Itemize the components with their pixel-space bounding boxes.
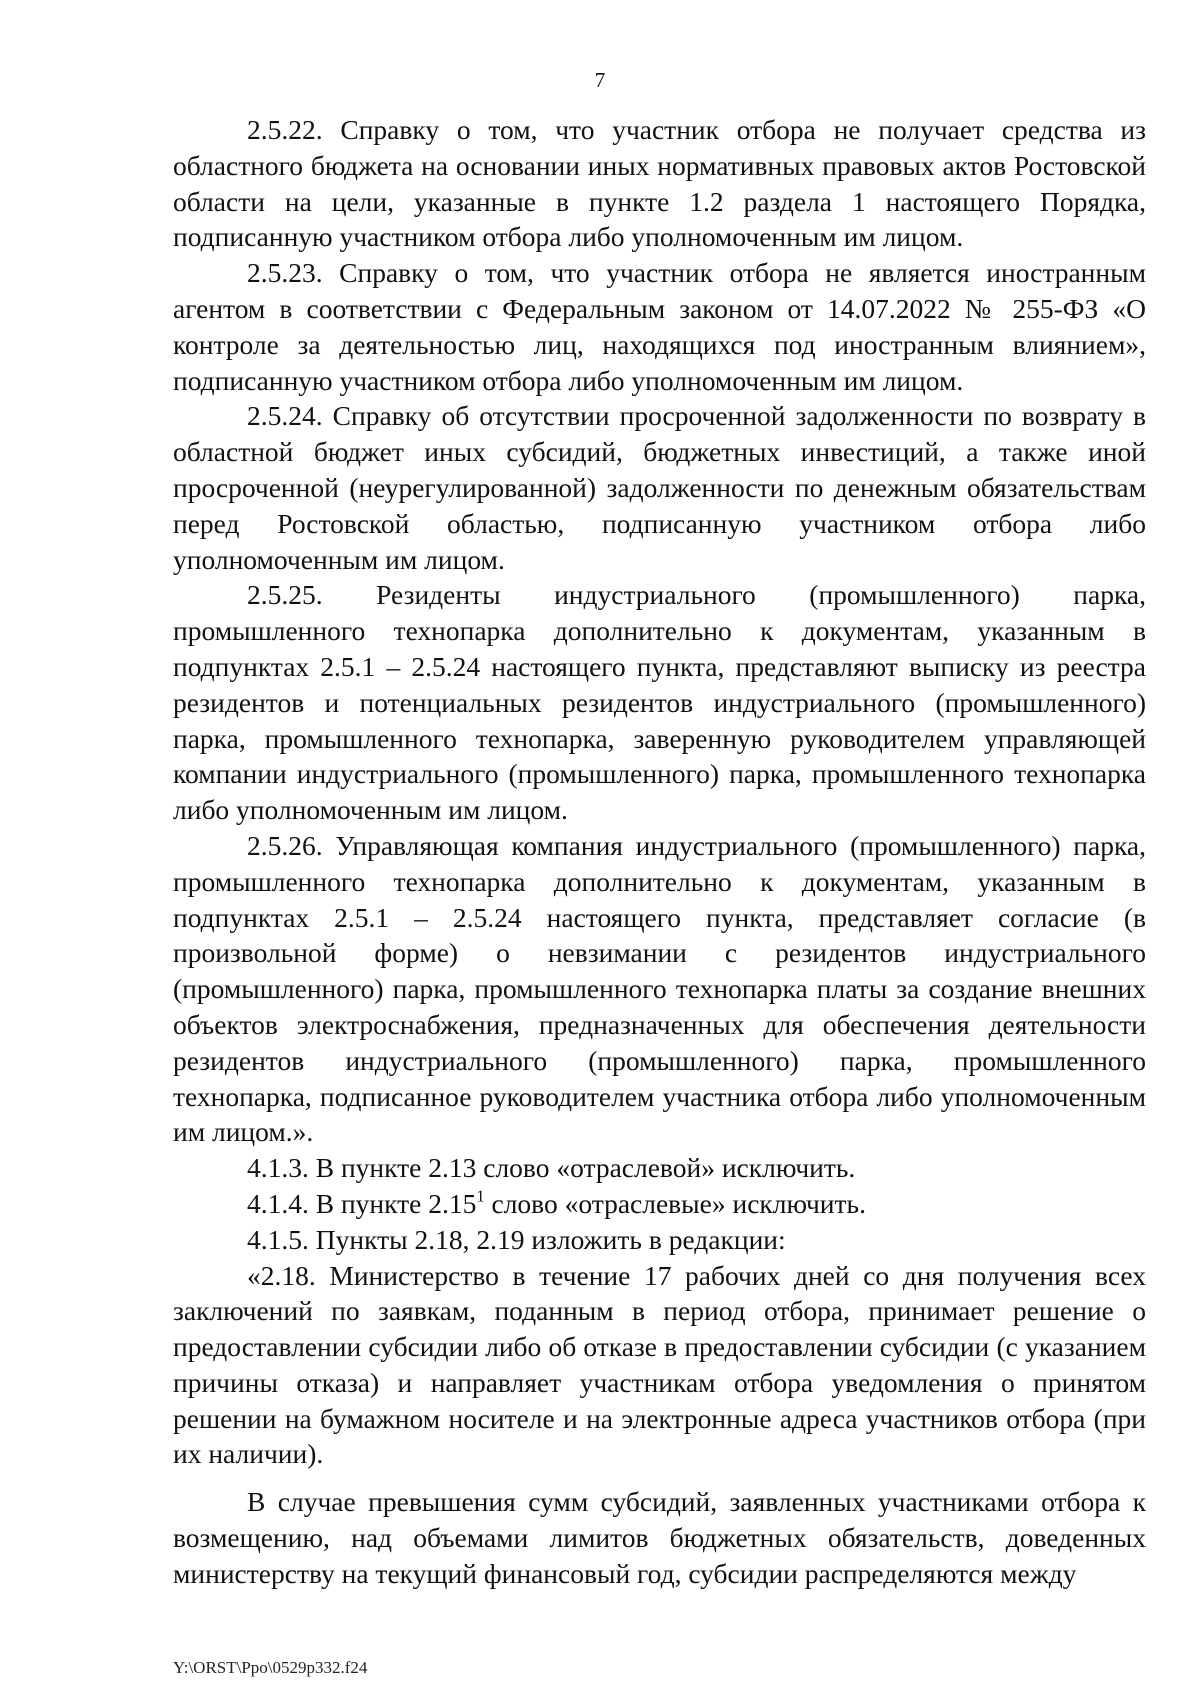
paragraph-4-1-4 [173,1186,1146,1222]
paragraph-2-18: «2.18. Министерство в течение 17 рабочих дней со дня получения всех заключений по заявкам, поданным в период отбора, принимает решение о предоставлении субсидии либо об отказе в предоставлении субсидии (с указанием причины отказа) и направляет участникам отбора уведомления о принятом решении на бумажном носителе и на электронные адреса участников отбора (при их наличии). [173,1259,1146,1470]
paragraph-4-1-4-start: 4.1.4. В пункте 2.15 [247,1187,477,1219]
paragraph-2-5-25: 2.5.25. Резиденты индустриального (промышленного) парка, промышленного технопарка дополнительно к документам, указанным в подпунктах 2.5.1 – 2.5.24 настоящего пункта, представляют выписку из реестра резидентов и потенциальных резидентов индустриального (промышленного) парка, промышленного технопарка, заверенную руководителем управляющей компании индустриального (промышленного) парка, промышленного технопарка либо уполномоченным им лицом. [173,579,1146,826]
document-body [173,112,1146,1592]
paragraph-subsidy-excess: В случае превышения сумм субсидий, заявленных участниками отбора к возмещению, над объемами лимитов бюджетных обязательств, доведенных министерству на текущий финансовый год, субсидии распределяются между [173,1486,1146,1589]
paragraph-2-5-22: 2.5.22. Справку о том, что участник отбора не получает средства из областного бюджета на основании иных нормативных правовых актов Ростовской области на цели, указанные в пункте 1.2 раздела 1 настоящего Порядка, подписанную участником отбора либо уполномоченным им лицом. [173,114,1146,253]
superscript-marker: 1 [476,1186,485,1206]
paragraph-2-5-24: 2.5.24. Справку об отсутствии просроченной задолженности по возврату в областной бюджет иных субсидий, бюджетных инвестиций, а также иной просроченной (неурегулированной) задолженности по денежным обязательствам перед Ростовской областью, подписанную участником отбора либо уполномоченным им лицом. [173,400,1146,575]
paragraph-2-5-26: 2.5.26. Управляющая компания индустриального (промышленного) парка, промышленного технопарка дополнительно к документам, указанным в подпунктах 2.5.1 – 2.5.24 настоящего пункта, представляет согласие (в произвольной форме) о невзимании с резидентов индустриального (промышленного) парка, промышленного технопарка платы за создание внешних объектов электроснабжения, предназначенных для обеспечения деятельности резидентов индустриального (промышленного) парка, промышленного технопарка, подписанное руководителем участника отбора либо уполномоченным им лицом.». [173,829,1146,1148]
page-number: 7 [594,68,606,92]
paragraph-4-1-3: 4.1.3. В пункте 2.13 слово «отраслевой» исключить. [247,1152,856,1184]
paragraph-4-1-5: 4.1.5. Пункты 2.18, 2.19 изложить в редакции: [247,1223,786,1255]
file-path-footer: Y:\ORST\Ppo\0529p332.f24 [173,1658,368,1677]
paragraph-2-5-23: 2.5.23. Справку о том, что участник отбора не является иностранным агентом в соответствии с Федеральным законом от 14.07.2022 № 255-ФЗ «О контроле за деятельностью лиц, находящихся под иностранным влиянием», подписанную участником отбора либо уполномоченным им лицом. [173,257,1146,396]
paragraph-4-1-4-end: слово «отраслевые» исключить. [484,1187,866,1219]
